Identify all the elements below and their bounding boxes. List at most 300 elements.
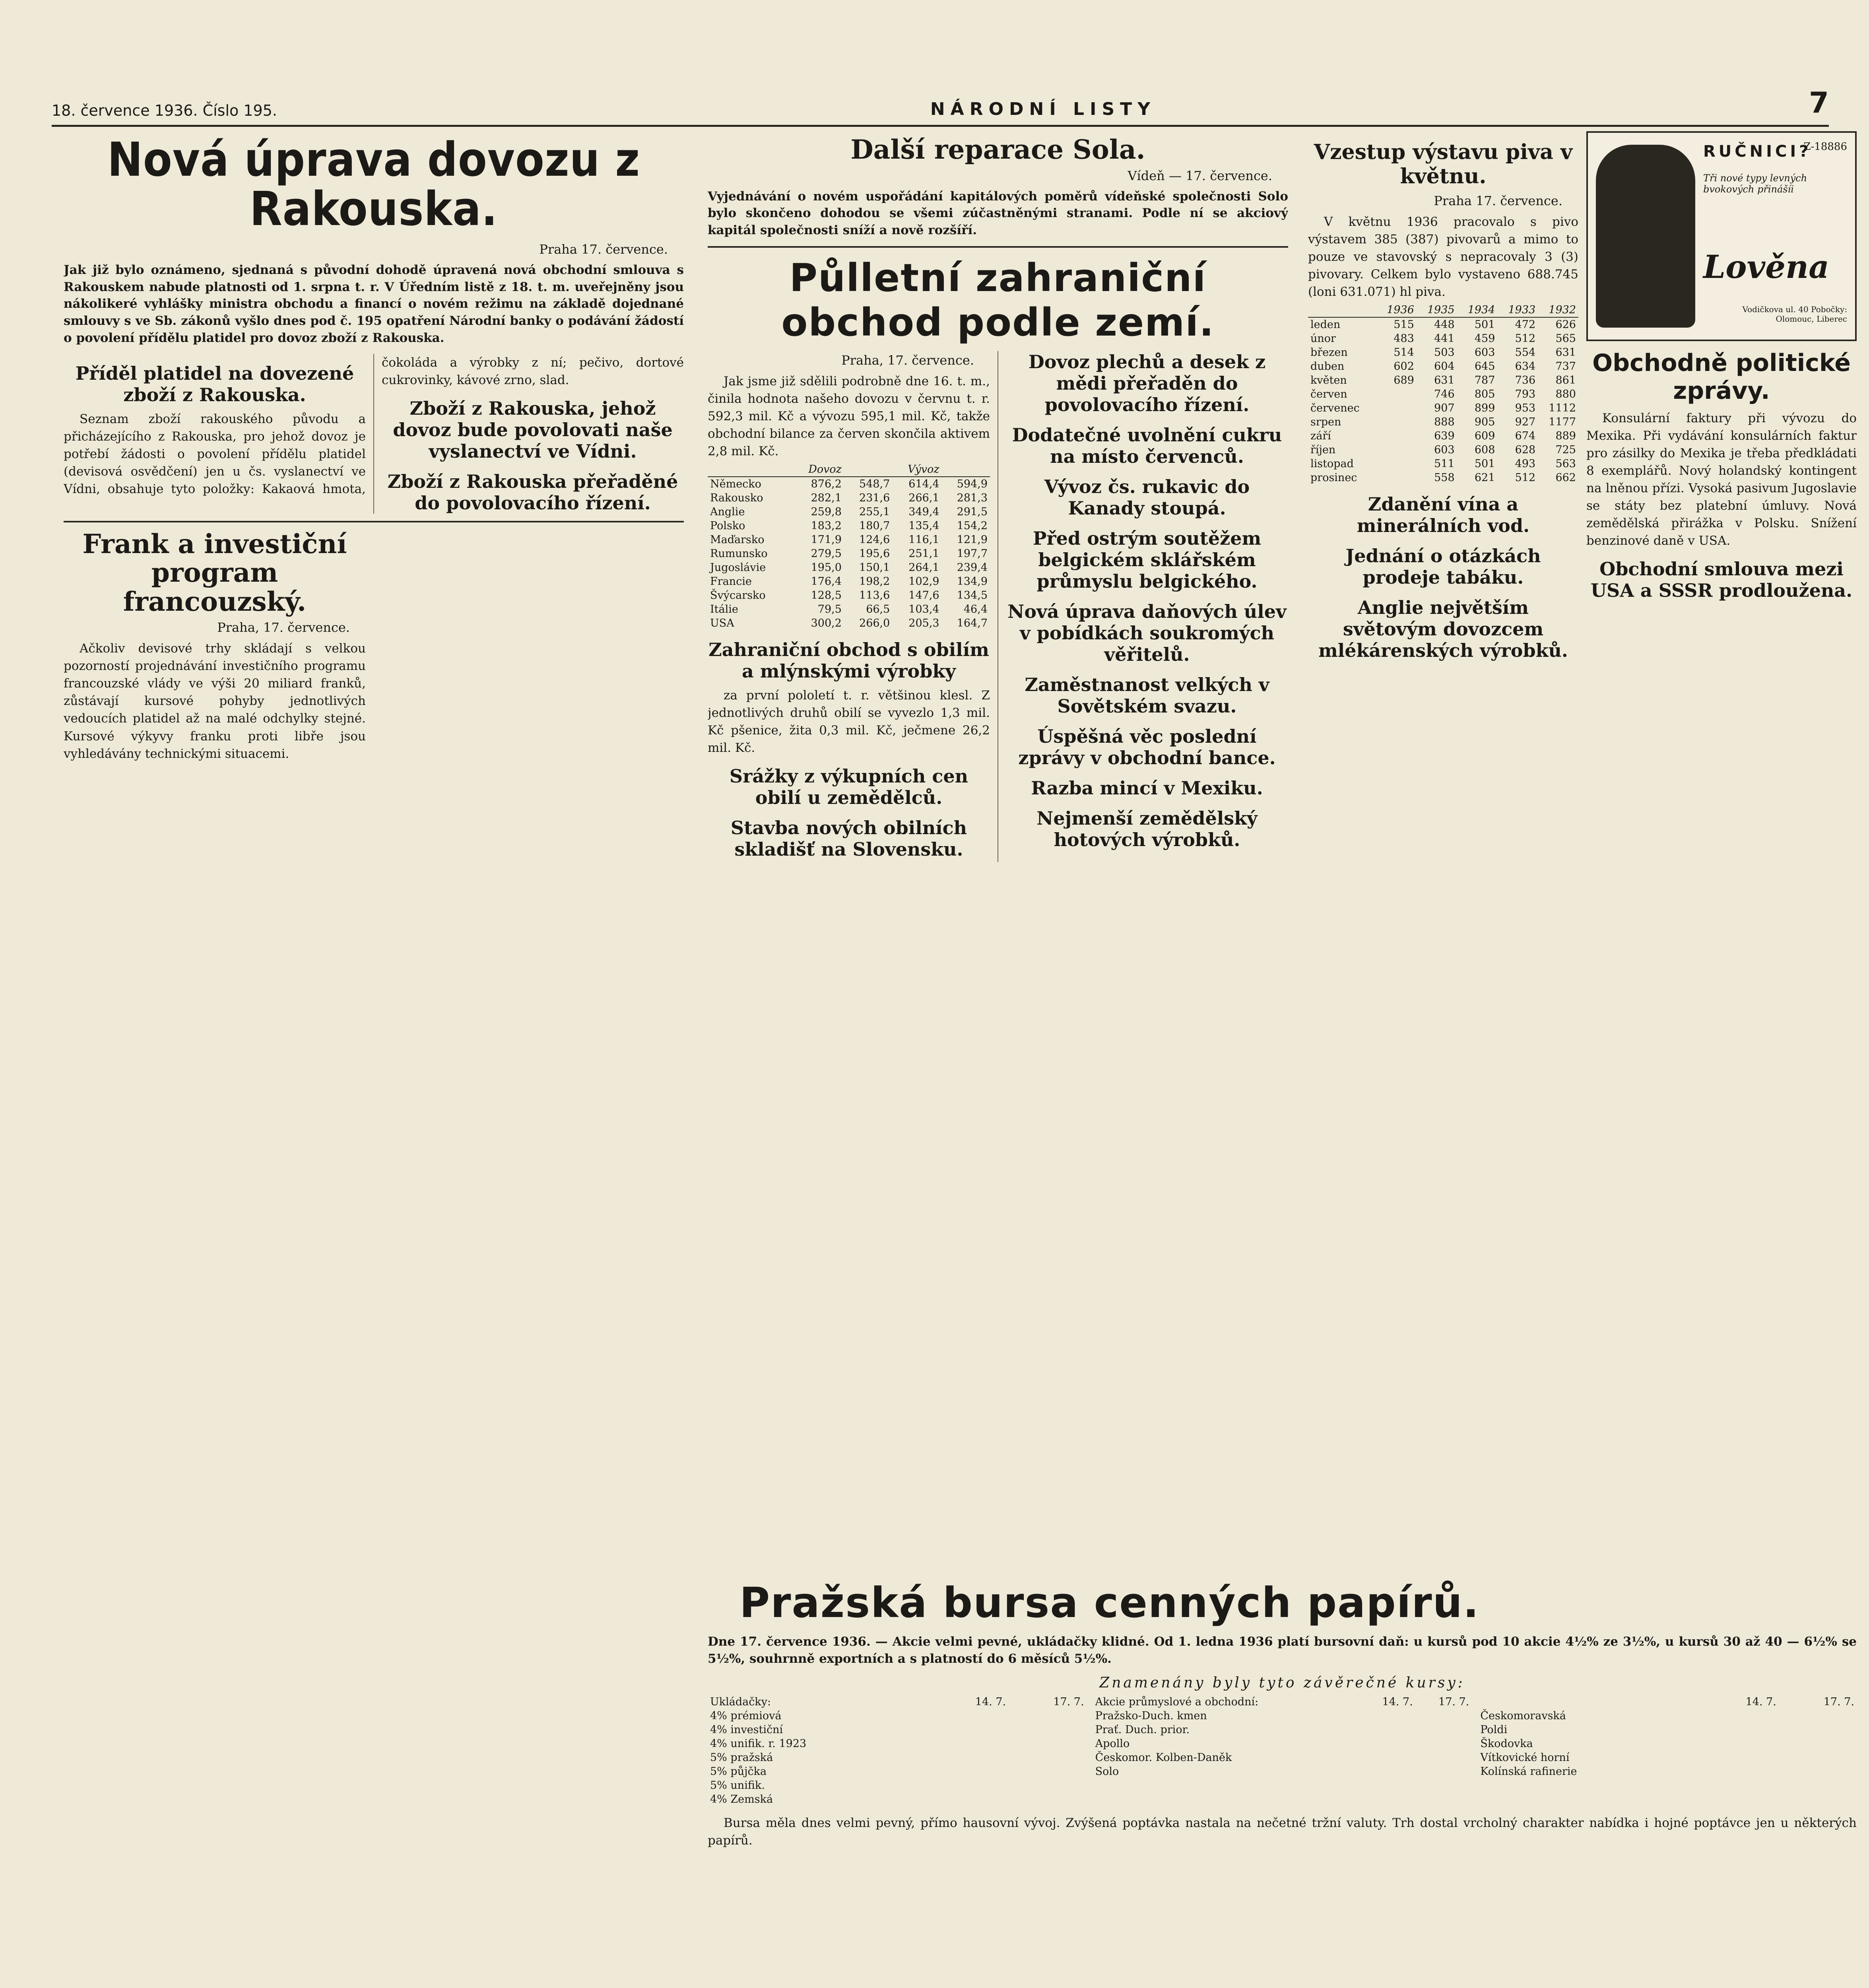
table-header-cell: 1932 (1538, 303, 1578, 317)
table-cell: 134,5 (957, 589, 988, 602)
table-cell (1415, 1723, 1472, 1737)
table-cell (1415, 1709, 1472, 1723)
table-row (708, 602, 990, 616)
table-cell (1376, 387, 1417, 401)
table-cell: listopad (1310, 458, 1354, 470)
table-cell: srpen (1310, 416, 1341, 429)
table-cell (1779, 1737, 1857, 1751)
subhead: Zahraniční obchod s obilím a mlýnskými výrobky (708, 639, 989, 682)
table-cell: Českomor. Kolben-Daněk (1095, 1751, 1232, 1764)
subhead: Zdanění vína a minerálních vod. (1357, 493, 1530, 537)
table-row (1308, 346, 1578, 359)
table-row (708, 1737, 1087, 1751)
table-cell: prosinec (1310, 472, 1357, 484)
table-cell (1701, 1723, 1779, 1737)
article-pivo (1308, 131, 1578, 666)
page-number: 7 (1809, 86, 1829, 119)
table-row (1478, 1765, 1857, 1778)
table-row (708, 575, 990, 588)
table-row (708, 588, 990, 602)
table-cell: 176,4 (811, 575, 842, 588)
table-cell: Pražsko-Duch. kmen (1095, 1709, 1207, 1722)
table-cell: 4% prémiová (710, 1709, 782, 1722)
table-row (1478, 1751, 1857, 1765)
table-cell: 102,9 (908, 575, 939, 588)
table-cell: 195,6 (859, 547, 890, 560)
table-row (708, 533, 990, 547)
table-cell: 608 (1474, 444, 1495, 456)
table-cell: 195,0 (811, 561, 842, 574)
table-header-cell: 1936 (1376, 303, 1417, 317)
table-cell: 621 (1474, 472, 1495, 484)
table-row (708, 616, 990, 630)
table-cell: 645 (1474, 360, 1495, 373)
table-cell: 17. 7. (1053, 1695, 1084, 1708)
table-cell (1376, 401, 1417, 415)
paragraph: Jak jsme již sdělili podrobně dne 16. t. m., činila hodnota našeho dovozu v červnu t. r. 592,3 mil. Kč a vývozu 595,1 mil. Kč, takže obchodní bilance za červen skončila aktivem 2,8 mil. Kč. (708, 374, 990, 458)
table-cell: 631 (1434, 374, 1455, 387)
table-cell: 907 (1434, 402, 1455, 415)
trade-table (708, 462, 990, 630)
table-cell: 17. 7. (1438, 1695, 1469, 1708)
table-cell: 793 (1515, 388, 1536, 401)
table-cell: 639 (1434, 430, 1455, 443)
table-row (708, 1751, 1087, 1765)
table-cell: 501 (1474, 458, 1495, 470)
subhead: Srážky z výkupních cen obilí u zemědělců. (729, 765, 968, 809)
masthead (52, 83, 1829, 127)
subhead: Obchodní smlouva mezi USA a SSSR prodloužena. (1590, 558, 1853, 602)
table-row (1478, 1709, 1857, 1723)
paragraph: Konsulární faktury při vývozu do Mexika. Při vydávání konsulárních faktur pro zásilky do Mexika je třeba předkládati 8 exemplářů. Nový holandský kontingent na lněnou přízi. Vysoká pasivum Jugoslavie se státy bez platební úmluvy. Nová zemědělská přirážka v Polsku. Snížení benzinové daně v USA. (1586, 411, 1857, 548)
ad-title: RUČNICI? (1703, 142, 1812, 161)
article-headline-politicke: Obchodně politické zprávy. (1592, 349, 1851, 405)
table-cell: 5% pražská (710, 1751, 773, 1764)
table-cell (1376, 457, 1417, 471)
bursa-lead: Dne 17. července 1936. — Akcie velmi pevné, ukládačky klidné. Od 1. ledna 1936 platí bursovní daň: u kursů pod 10 akcie 4½% ze 3½%, u kursů 30 až 40 — 6½% se 5½%, souhrnně exportních a s platností do 6 měsíců 5½%. (708, 1635, 1857, 1666)
table-cell (1008, 1792, 1087, 1806)
newspaper-page (24, 24, 1857, 1988)
dateline: Praha 17. července. (1434, 193, 1562, 208)
table-row (1308, 457, 1578, 471)
table-cell: 558 (1434, 472, 1455, 484)
table-cell: 514 (1394, 346, 1414, 359)
table-cell: 503 (1434, 346, 1455, 359)
table-cell: 501 (1474, 318, 1495, 331)
table-cell: Polsko (710, 519, 745, 532)
article-lead: Jak již bylo oznámeno, sjednaná s původní dohodě úpravená nová obchodní smlouva s Rakouskem nabude platnosti od 1. srpna t. r. V Úředním listě z 18. t. m. uveřejněny jsou nákolikeré vyhlášky ministra obchodu a financí o novém režimu na základě dojednané smlouvy s ve Sb. zákonů vyšlo dnes pod č. 195 opatření Národní banky o podávání žádostí o povolení přídělu platidel pro dovoz zboží z Rakouska. (64, 262, 684, 345)
table-cell: 239,4 (957, 561, 988, 574)
table-row (1308, 443, 1578, 457)
table-cell: 180,7 (859, 519, 890, 532)
table-cell: 512 (1515, 332, 1536, 345)
table-cell: 953 (1515, 402, 1536, 415)
table-header-cell (942, 462, 990, 477)
dateline: Praha, 17. července. (217, 620, 350, 635)
table-cell: 554 (1515, 346, 1536, 359)
table-header-cell (1308, 303, 1376, 317)
advertisement-lovena (1586, 131, 1857, 341)
table-cell: Itálie (710, 603, 738, 615)
table-cell (1415, 1737, 1472, 1751)
table-cell: 266,0 (859, 617, 890, 629)
table-cell: Německo (710, 478, 761, 490)
bursa-subhead: Znamenány byly tyto závěrečné kursy: (1099, 1674, 1465, 1691)
table-cell: 17. 7. (1823, 1695, 1855, 1708)
table-cell: červenec (1310, 402, 1360, 415)
table-cell: 66,5 (866, 603, 890, 615)
table-cell: 5% půjčka (710, 1765, 767, 1778)
column-3-right (1586, 131, 1857, 666)
bursa-headline: Pražská bursa cenných papírů. (739, 1578, 1480, 1627)
table-cell: Maďarsko (710, 533, 765, 546)
table-cell: 628 (1515, 444, 1536, 456)
table-row (1478, 1723, 1857, 1737)
article-headline-sola: Další reparace Sola. (850, 134, 1145, 165)
subhead: Dodatečné uvolnění cukru na místo červenců. (1012, 424, 1282, 467)
table-cell: 4% unifik. r. 1923 (710, 1737, 807, 1750)
table-row (708, 1723, 1087, 1737)
column-3 (1308, 131, 1857, 1563)
table-header-cell: 1935 (1417, 303, 1457, 317)
table-row (708, 1695, 1087, 1709)
table-cell: 281,3 (957, 491, 988, 504)
table-row (1308, 415, 1578, 429)
table-row (1308, 332, 1578, 346)
table-row (1478, 1695, 1857, 1709)
article-headline-rakousko: Nová úprava dovozu z Rakouska. (107, 132, 640, 236)
table-cell: září (1310, 430, 1331, 443)
dateline: Vídeň — 17. července. (1128, 168, 1272, 183)
ad-address: Vodičkova ul. 40 Pobočky: Olomouc, Liberec (1742, 305, 1847, 324)
table-header-cell: Vývoz (892, 462, 941, 477)
ad-brand: Lověna (1703, 248, 1829, 285)
table-cell: 154,2 (957, 519, 988, 532)
table-row (1308, 471, 1578, 485)
table-cell: 135,4 (908, 519, 939, 532)
subhead: Zboží z Rakouska přeřaděné do povolovacího řízení. (387, 470, 678, 514)
table-row (1093, 1709, 1472, 1723)
paragraph: Ačkoliv devisové trhy skládají s velkou pozorností projednávání investičního programu francouzské vlády ve výši 20 miliard franků, zůstávají kursové pohyby jednotlivých vedoucích platidel až na malé odchylky stejné. Kursové výkyvy franku proti libře jsou vyhledávány technickými situacemi. (64, 641, 366, 761)
table-cell (1008, 1737, 1087, 1751)
table-cell (1008, 1751, 1087, 1765)
table-cell (1359, 1751, 1415, 1765)
table-cell: 805 (1474, 388, 1495, 401)
divider (64, 521, 684, 522)
table-cell (930, 1737, 1009, 1751)
table-cell (1376, 471, 1417, 485)
table-cell: Prať. Duch. prior. (1095, 1723, 1190, 1736)
table-row (1308, 387, 1578, 401)
table-row (708, 1792, 1087, 1806)
table-cell: 171,9 (811, 533, 842, 546)
table-cell: 5% unifik. (710, 1779, 765, 1792)
table-cell (930, 1751, 1009, 1765)
table-header-cell: 1934 (1457, 303, 1498, 317)
table-cell (1359, 1709, 1415, 1723)
table-cell: Švýcarsko (710, 589, 766, 602)
table-cell: 515 (1394, 318, 1414, 331)
table-cell (1008, 1765, 1087, 1778)
table-cell (1008, 1709, 1087, 1723)
table-cell (1415, 1751, 1472, 1765)
table-cell: 634 (1515, 360, 1536, 373)
table-cell: 282,1 (811, 491, 842, 504)
table-row (708, 505, 990, 519)
table-row (1308, 429, 1578, 443)
table-cell: 197,7 (957, 547, 988, 560)
subhead: Zboží z Rakouska, jehož dovoz bude povolovati naše vyslanectví ve Vídni. (393, 397, 673, 462)
table-cell: 291,5 (957, 505, 988, 518)
divider (708, 246, 1288, 248)
subhead: Jednání o otázkách prodeje tabáku. (1345, 545, 1541, 588)
table-cell: 609 (1474, 430, 1495, 443)
table-cell (1415, 1765, 1472, 1778)
table-cell (1008, 1723, 1087, 1737)
paragraph: V květnu 1936 pracovalo s pivo výstavem 385 (387) pivovarů a mimo to pouze ve stavovský s nepracovaly 3 (3) pivovary. Celkem bylo vystaveno 688.745 (loni 631.071) hl piva. (1308, 215, 1578, 299)
subhead: Vývoz čs. rukavic do Kanady stoupá. (1044, 476, 1250, 519)
table-cell (1376, 415, 1417, 429)
table-cell (1779, 1751, 1857, 1765)
table-cell: Vítkovické horní (1480, 1751, 1570, 1764)
article-body (64, 354, 684, 514)
table-cell: Škodovka (1480, 1737, 1533, 1750)
bursa-table-a (708, 1695, 1087, 1806)
table-cell: 1177 (1549, 416, 1576, 429)
table-cell: Solo (1095, 1765, 1119, 1778)
table-cell: 927 (1515, 416, 1536, 429)
subhead: Úspěšná věc poslední zprávy v obchodní bance. (1018, 725, 1276, 769)
table-cell: 300,2 (811, 617, 842, 629)
table-row (1308, 401, 1578, 415)
table-cell: 459 (1474, 332, 1495, 345)
table-cell (1701, 1709, 1779, 1723)
table-cell: Rumunsko (710, 547, 768, 560)
table-header-cell: 1933 (1497, 303, 1538, 317)
table-cell: 594,9 (957, 478, 988, 490)
table-cell: květen (1310, 374, 1347, 387)
subhead: Razba mincí v Mexiku. (1031, 777, 1263, 799)
table-cell (1359, 1723, 1415, 1737)
table-cell: 483 (1394, 332, 1414, 345)
table-cell: 251,1 (908, 547, 939, 560)
table-cell: 134,9 (957, 575, 988, 588)
table-cell: 4% investiční (710, 1723, 783, 1736)
table-row (708, 477, 990, 491)
table-cell (1779, 1765, 1857, 1778)
subhead: Příděl platidel na dovezené zboží z Rakouska. (75, 362, 354, 406)
table-cell: 512 (1515, 472, 1536, 484)
table-row (708, 1765, 1087, 1778)
table-cell: 147,6 (908, 589, 939, 602)
table-cell: 674 (1515, 430, 1536, 443)
subhead: Zaměstnanost velkých v Sovětském svazu. (1025, 674, 1269, 717)
table-cell (1779, 1709, 1857, 1723)
table-cell: Českomoravská (1480, 1709, 1566, 1722)
table-cell: 113,6 (859, 589, 890, 602)
table-row (1093, 1695, 1472, 1709)
table-cell: 787 (1474, 374, 1495, 387)
issue-date: 18. července 1936. Číslo 195. (52, 102, 277, 119)
table-cell: 603 (1474, 346, 1495, 359)
subhead: Nová úprava daňových úlev v pobídkách soukromých věřitelů. (1007, 600, 1287, 665)
newspaper-title: NÁRODNÍ LISTY (930, 99, 1156, 119)
table-cell: 493 (1515, 458, 1536, 470)
article-frank (64, 530, 366, 763)
table-cell: 888 (1434, 416, 1455, 429)
table-cell: 14. 7. (975, 1695, 1006, 1708)
table-cell: 565 (1555, 332, 1576, 345)
table-row (708, 519, 990, 533)
table-cell: 116,1 (908, 533, 939, 546)
table-row (1093, 1765, 1472, 1778)
table-cell: Apollo (1095, 1737, 1130, 1750)
table-cell: 737 (1555, 360, 1576, 373)
table-row (708, 547, 990, 561)
table-cell: 255,1 (859, 505, 890, 518)
table-cell: 746 (1434, 388, 1455, 401)
table-cell: 205,3 (908, 617, 939, 629)
article-headline-frank: Frank a investiční program francouzský. (82, 528, 347, 617)
table-cell: 14. 7. (1382, 1695, 1413, 1708)
subhead: Před ostrým soutěžem belgickém sklářském průmyslu belgického. (1033, 527, 1262, 592)
table-cell: 103,4 (908, 603, 939, 615)
paragraph: Vyjednávání o novém uspořádání kapitálových poměrů vídeňské společnosti Solo bylo skončeno dohodou se všemi zúčastněnými stranami. Podle ní se akciový kapitál společnosti sníží a nově rozšíří. (708, 189, 1288, 238)
table-cell: 264,1 (908, 561, 939, 574)
table-cell: 279,5 (811, 547, 842, 560)
table-header-cell: Dovoz (792, 462, 844, 477)
table-cell: 14. 7. (1745, 1695, 1776, 1708)
table-cell (1701, 1765, 1779, 1778)
table-cell: leden (1310, 318, 1341, 331)
table-cell: 46,4 (963, 603, 988, 615)
table-cell (930, 1765, 1009, 1778)
table-cell: 150,1 (859, 561, 890, 574)
table-cell (1376, 429, 1417, 443)
table-cell: 563 (1555, 458, 1576, 470)
table-row (1308, 317, 1578, 332)
table-cell: 876,2 (811, 478, 842, 490)
table-cell: 79,5 (817, 603, 842, 615)
paragraph: Bursa měla dnes velmi pevný, přímo hausovní vývoj. Zvýšená poptávka nastala na nečetné tržní valuty. Trh dostal vrcholný charakter nabídka i hojné poptávce jen u některých papírů. (708, 1815, 1857, 1848)
table-cell: 880 (1555, 388, 1576, 401)
table-row (1093, 1737, 1472, 1751)
table-cell: USA (710, 617, 734, 629)
table-cell: 124,6 (859, 533, 890, 546)
article-headline-pulletni: Půlletní zahraniční obchod podle zemí. (781, 255, 1215, 345)
table-cell: 614,4 (908, 478, 939, 490)
table-cell: 602 (1394, 360, 1414, 373)
table-cell: říjen (1310, 444, 1336, 456)
table-cell: červen (1310, 388, 1347, 401)
paragraph: za první pololetí t. r. většinou klesl. Z jednotlivých druhů obilí se vyvezlo 1,3 mil. Kč pšenice, žita 0,3 mil. Kč, ječmene 26,2 mil. Kč. (708, 688, 990, 755)
table-cell: Francie (710, 575, 752, 588)
table-cell: 725 (1555, 444, 1576, 456)
table-cell: 128,5 (811, 589, 842, 602)
table-cell: Kolínská rafinerie (1480, 1765, 1577, 1778)
beer-table (1308, 303, 1578, 485)
bursa-table-b (1093, 1695, 1472, 1778)
table-cell: Jugoslávie (710, 561, 766, 574)
table-row (708, 491, 990, 505)
table-header-cell (844, 462, 892, 477)
table-row (708, 1709, 1087, 1723)
table-cell: 689 (1394, 374, 1414, 387)
ad-text: Tři nové typy levných bvokových přinášíi (1703, 173, 1807, 195)
subhead: Stavba nových obilních skladišť na Slovensku. (730, 817, 967, 860)
table-cell: 603 (1434, 444, 1455, 456)
table-cell: Ukládačky: (710, 1695, 771, 1708)
table-cell: Anglie (710, 505, 745, 518)
table-cell (1359, 1765, 1415, 1778)
table-cell (930, 1778, 1009, 1792)
column-1 (64, 131, 684, 1988)
subhead: Nejmenší zemědělský hotových výrobků. (1036, 807, 1258, 850)
table-cell (930, 1723, 1009, 1737)
table-row (1308, 359, 1578, 373)
dateline: Praha 17. července. (539, 241, 668, 257)
table-cell: 889 (1555, 430, 1576, 443)
table-cell: 198,2 (859, 575, 890, 588)
table-cell: 905 (1474, 416, 1495, 429)
table-cell: 231,6 (859, 491, 890, 504)
table-cell: 349,4 (908, 505, 939, 518)
table-cell: 736 (1515, 374, 1536, 387)
subhead: Anglie největším světovým dovozcem mlékárenských výrobků. (1318, 597, 1568, 662)
table-cell (1701, 1751, 1779, 1765)
table-cell: 164,7 (957, 617, 988, 629)
bursa-section (708, 1571, 1857, 1988)
table-cell (930, 1792, 1009, 1806)
table-cell: 511 (1434, 458, 1455, 470)
table-cell (1701, 1737, 1779, 1751)
table-cell: 183,2 (811, 519, 842, 532)
table-cell: 626 (1555, 318, 1576, 331)
table-cell: únor (1310, 332, 1336, 345)
table-cell (1376, 443, 1417, 457)
table-row (1093, 1723, 1472, 1737)
table-cell: 266,1 (908, 491, 939, 504)
subhead: Dovoz plechů a desek z mědi přeřaděn do povolovacího řízení. (1028, 351, 1266, 415)
figure-illustration (1596, 145, 1695, 328)
table-row (708, 561, 990, 575)
table-cell (930, 1709, 1009, 1723)
table-cell (1478, 1695, 1700, 1709)
table-cell: březen (1310, 346, 1348, 359)
table-cell: Rakousko (710, 491, 763, 504)
table-row (1093, 1751, 1472, 1765)
table-cell: 548,7 (859, 478, 890, 490)
ad-code: Z-18886 (1803, 141, 1847, 153)
paragraph: Seznam zboží rakouského původu a přicházejícího z Rakouska, pro jehož dovoz je potřebí žádosti o povolení přídělu platidel (devisová osvědčení) jen u čs. vyslanectví ve Vídni, obsahuje tyto položky: Kakaová hmota, čokoláda a výrobky z ní; pečivo, dortové cukrovinky, kávové zrno, slad. (64, 355, 684, 496)
article-headline-pivo: Vzestup výstavu piva v květnu. (1314, 140, 1573, 188)
table-cell: 4% Zemská (710, 1793, 773, 1806)
table-cell: 899 (1474, 402, 1495, 415)
table-cell: Poldi (1480, 1723, 1508, 1736)
table-cell: 1112 (1549, 402, 1576, 415)
table-row (1478, 1737, 1857, 1751)
column-2 (708, 131, 1288, 1563)
table-cell: 604 (1434, 360, 1455, 373)
table-cell: 441 (1434, 332, 1455, 345)
table-cell (1359, 1737, 1415, 1751)
table-row (1308, 373, 1578, 387)
table-header-cell (708, 462, 792, 477)
bursa-tables (708, 1695, 1857, 1806)
table-cell: 121,9 (957, 533, 988, 546)
table-cell: 259,8 (811, 505, 842, 518)
table-row (708, 1778, 1087, 1792)
